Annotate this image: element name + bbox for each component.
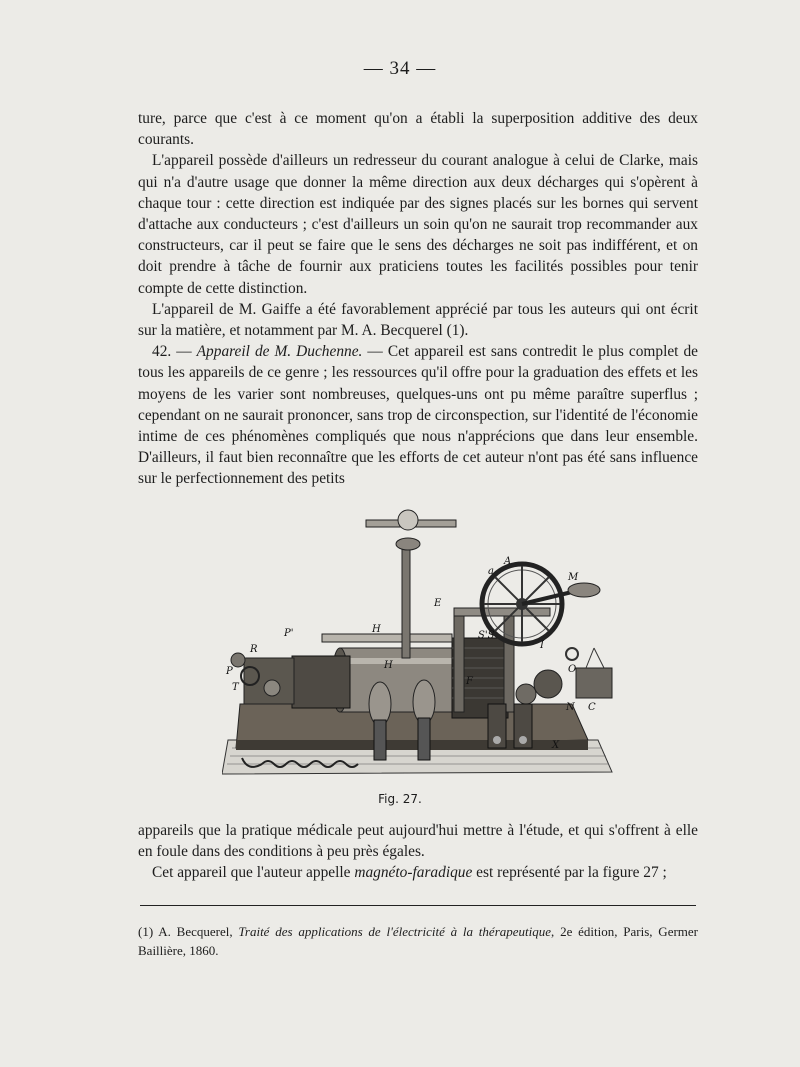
section-text: — Cet appareil est sans contredit le plus complet de tous les appareils de ce genre ; les ressources qu'il offre pour la graduation des effets et les moyens de les varier sont nombreuses, quelques-uns ont pu même paraître superflus ; cependant on ne saurait prononcer, sans trop de circonspection, sur l'identité de l'économie intime de ces phénomènes compliqués que nous n'apprécions que dans leur ensemble. D'ailleurs, il faut bien reconnaître que les efforts de cet auteur n'ont pas été sans influence sur le perfectionnement des petits (138, 343, 698, 488)
figure-27-illustration (222, 508, 618, 790)
magneto-faradic-apparatus-engraving (222, 508, 618, 790)
fig-label-T: T (232, 682, 239, 693)
fig-label-P: P (226, 666, 233, 677)
fig-label-S: S'S (478, 630, 495, 641)
paragraph-5: appareils que la pratique médicale peut aujourd'hui mettre à l'étude, et qui s'offrent à elle en foule dans des conditions à peu près égales. (138, 822, 698, 861)
footnote-rest: , 2e édition, Paris, Germer Baillière, 1860. (138, 924, 699, 958)
p6-italic-term: magnéto-faradique (354, 864, 473, 882)
paragraph-6 (138, 862, 698, 883)
p6-before: Cet appareil que l'auteur appelle (152, 864, 355, 882)
figure-caption: Fig. 27. (378, 792, 422, 806)
footnote (138, 922, 698, 960)
section-number: 42. — (152, 343, 197, 361)
fig-label-I: I (540, 640, 544, 651)
fig-label-P-prime: P' (284, 628, 294, 639)
fig-label-R: R (250, 644, 258, 655)
p6-after: est représenté par la figure 27 ; (472, 864, 667, 882)
fig-label-A: A (504, 556, 512, 567)
footnote-marker: (1) A. Becquerel, (138, 924, 239, 939)
fig-label-E: E (434, 598, 442, 609)
fig-label-F: F (466, 676, 473, 687)
paragraph-1: ture, parce que c'est à ce moment qu'on a établi la superposition additive des deux courants. (138, 110, 698, 149)
fig-label-O: O (568, 664, 577, 675)
fig-label-H: H (384, 660, 393, 671)
footnote-divider (140, 905, 696, 906)
fig-label-a: a (488, 566, 494, 577)
fig-label-X: X (552, 740, 560, 751)
paragraph-2: L'appareil possède d'ailleurs un redresseur du courant analogue à celui de Clarke, mais qui n'a d'autre usage que donner la même direction aux deux décharges qui s'opèrent à chaque tour : cette direction est indiquée par des signes placés sur les bornes qui servent d'attache aux conducteurs ; c'est d'ailleurs un soin qu'on ne saurait trop recommander aux constructeurs, car il peut se faire que le sens des décharges ne soit pas indifférent, et on doit prendre à tâche de fournir aux praticiens toutes les facilités possibles pour tenir compte de cette distinction. (138, 152, 698, 297)
fig-label-H-top: H (372, 624, 381, 635)
paragraph-4 (138, 341, 698, 489)
section-title: Appareil de M. Duchenne. (196, 343, 363, 361)
body-text-bottom (138, 820, 698, 884)
fig-label-C: C (588, 702, 596, 713)
page-number: — 34 — (363, 58, 437, 79)
fig-label-N: N (566, 702, 575, 713)
body-text-top (138, 108, 698, 490)
fig-label-M: M (568, 572, 579, 583)
footnote-title: Traité des applications de l'électricité à la thérapeutique (238, 924, 552, 939)
paragraph-3: L'appareil de M. Gaiffe a été favorablement apprécié par tous les auteurs qui ont écrit sur la matière, et notamment par M. A. Becquerel (1). (138, 300, 698, 340)
